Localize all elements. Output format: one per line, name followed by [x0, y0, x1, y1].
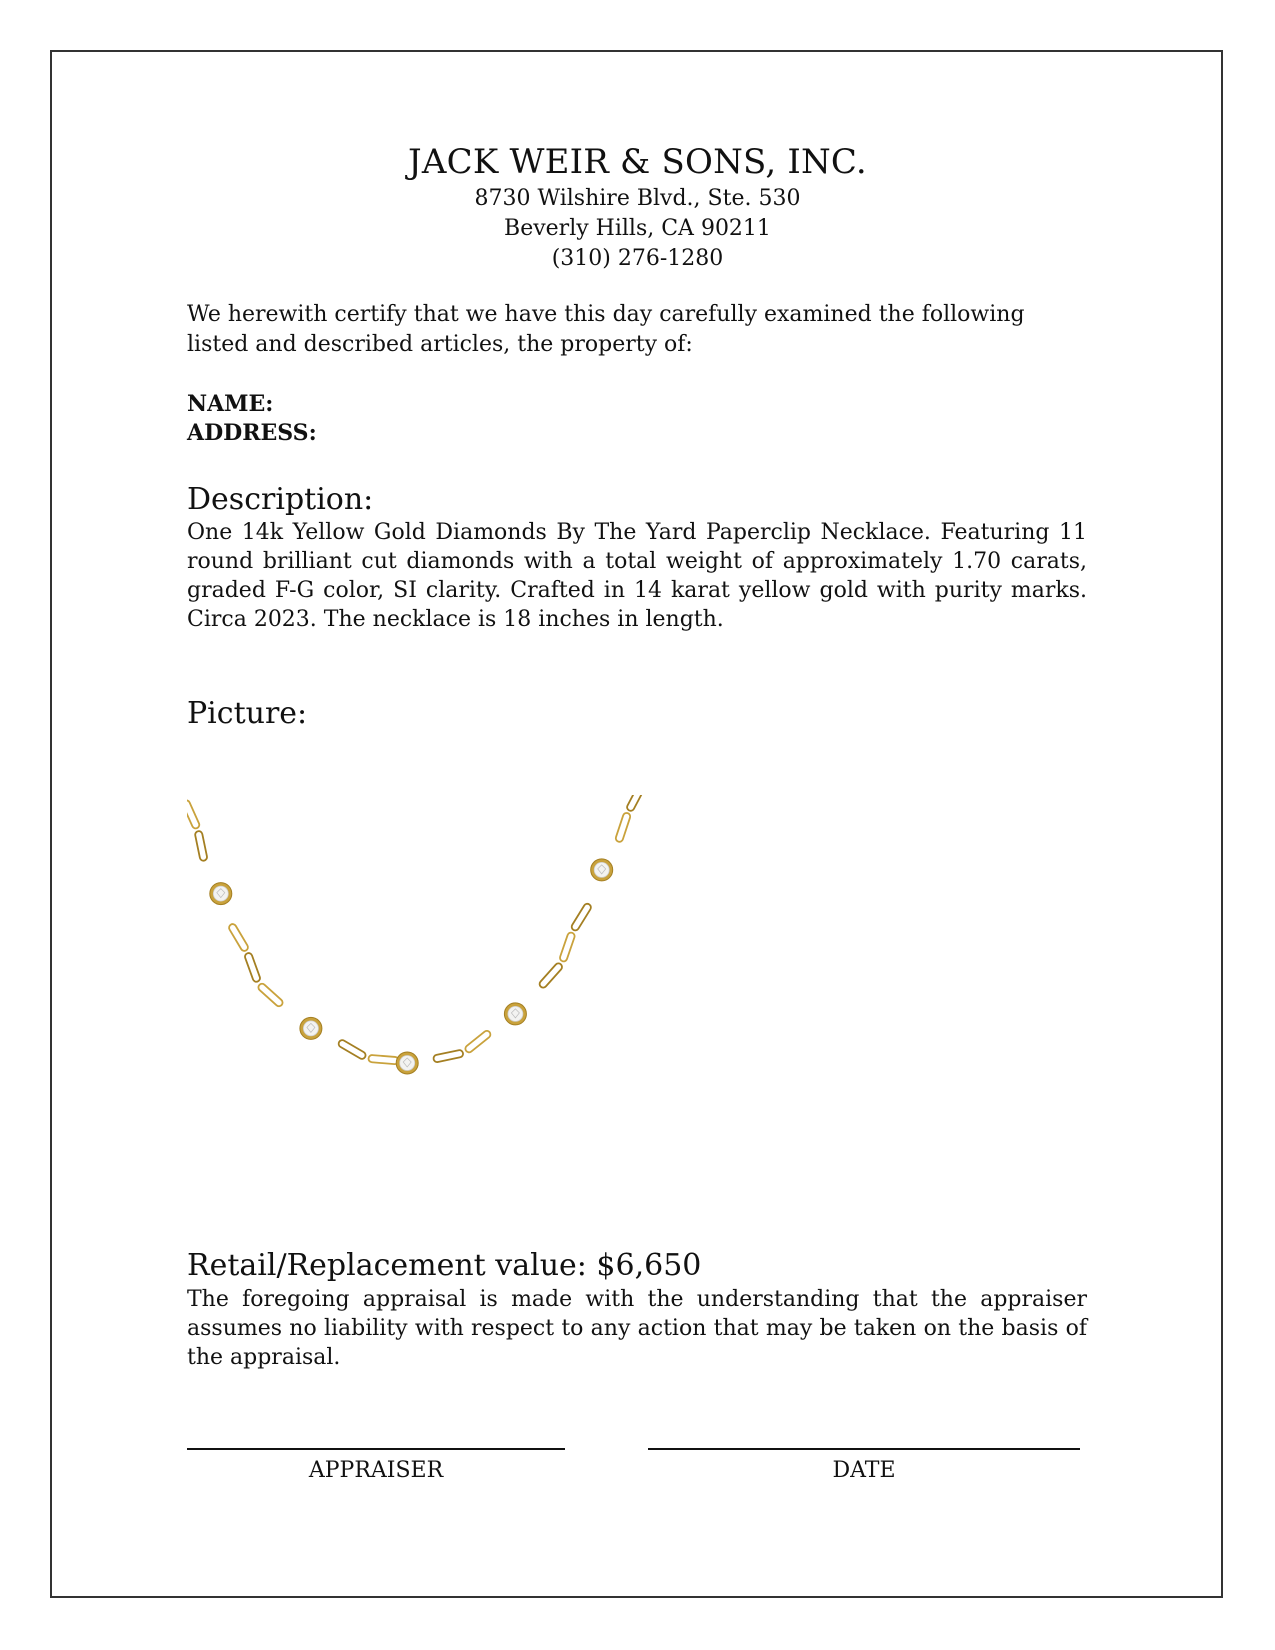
chain-link	[538, 962, 563, 989]
chain-link	[626, 795, 646, 812]
chain-link	[464, 1029, 492, 1053]
bezel-diamonds	[210, 859, 613, 1074]
owner-fields	[187, 390, 1087, 448]
chain-link	[228, 923, 250, 952]
description-text: One 14k Yellow Gold Diamonds By The Yard Paperclip Necklace. Featuring 11 round brilliant cut diamonds with a total weight of approximately 1.70 carats, graded F-G color, SI clarity. Crafted in 14 karat yellow gold with purity marks. Circa 2023. The necklace is 18 inches in length.	[187, 520, 1087, 632]
paperclip-chain	[187, 795, 646, 1064]
company-address-line2: Beverly Hills, CA 90211	[504, 216, 771, 241]
letterhead	[0, 140, 1275, 274]
company-name: JACK WEIR & SONS, INC.	[408, 142, 867, 182]
company-phone: (310) 276-1280	[551, 246, 724, 271]
chain-link	[615, 812, 631, 843]
chain-link	[187, 799, 200, 829]
appraiser-label: APPRAISER	[308, 1458, 444, 1483]
name-label: NAME:	[187, 391, 274, 417]
appraiser-signature-line	[187, 1448, 565, 1483]
diamond-bezel	[396, 1052, 418, 1074]
diamond-bezel	[210, 883, 232, 905]
chain-link	[559, 932, 576, 963]
replacement-value: Retail/Replacement value: $6,650	[187, 1248, 702, 1283]
chain-link	[433, 1049, 464, 1062]
description-heading: Description:	[187, 482, 374, 517]
necklace-illustration	[187, 795, 662, 1145]
address-label: ADDRESS:	[187, 420, 317, 446]
company-address-line1: 8730 Wilshire Blvd., Ste. 530	[474, 186, 801, 211]
chain-link	[244, 952, 261, 983]
appraisal-disclaimer: The foregoing appraisal is made with the understanding that the appraiser assumes no liability with respect to any action that may be taken on the basis of the appraisal.	[187, 1287, 1087, 1370]
diamond-bezel	[504, 1003, 526, 1025]
date-signature-line	[648, 1448, 1080, 1483]
chain-link	[257, 982, 284, 1007]
chain-link	[368, 1055, 398, 1065]
diamond-bezel	[591, 859, 613, 881]
diamond-bezel	[300, 1017, 322, 1039]
chain-link	[195, 830, 208, 861]
necklace-photo	[187, 795, 662, 1145]
date-label: DATE	[832, 1458, 896, 1483]
chain-link	[337, 1039, 367, 1060]
certification-statement: We herewith certify that we have this day carefully examined the following listed and described articles, the property of:	[187, 302, 1025, 357]
chain-link	[570, 902, 592, 931]
picture-heading: Picture:	[187, 696, 308, 731]
